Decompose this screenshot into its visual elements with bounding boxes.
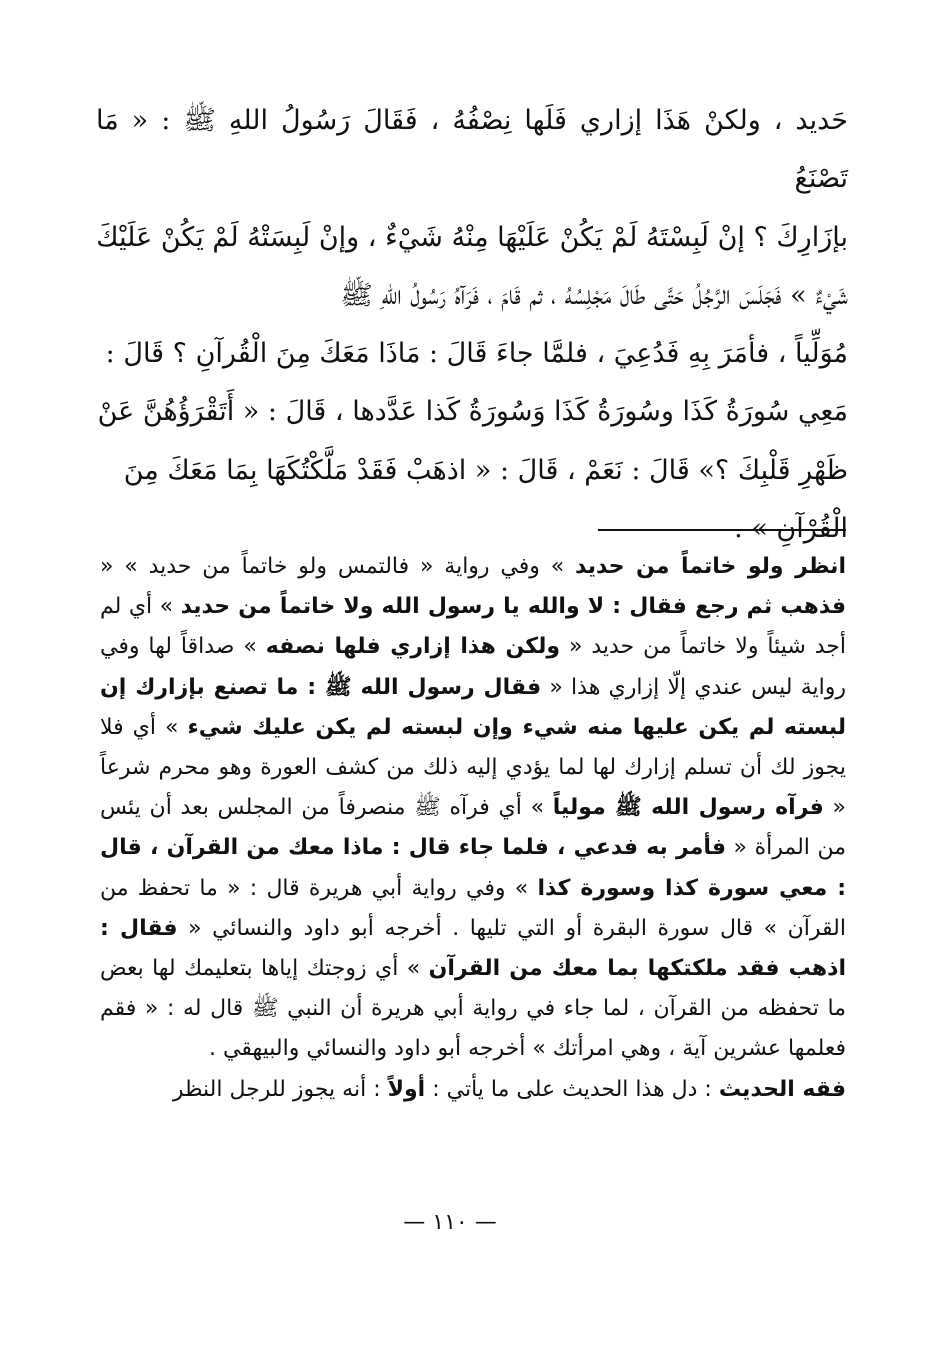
commentary-bold-run: انظر ولو خاتماً من حديد <box>575 554 846 579</box>
commentary-run: : دل هذا الحديث على ما يأتي : <box>425 1076 719 1102</box>
commentary-bold-run: فأمر به فدعي ، فلما جاء قال : ماذا معك من القرآن ، قال : معي سورة كذا وسورة كذا <box>100 835 847 901</box>
page-number: — ١١٠ — <box>403 1210 497 1235</box>
hadith-line: الْقُرْآنِ » . <box>734 513 848 545</box>
fiqh-first-point: أولاً <box>387 1076 426 1102</box>
commentary-paragraph <box>100 547 846 1070</box>
commentary-bold-run: ولكن هذا إزاري فلها نصفه <box>265 634 561 660</box>
hadith-line: مَعِي سُورَةُ كَذَا وسُورَةُ كَذَا وَسُورَةُ كَذا عَدَّدها ، قَالَ : « أَتَقْرَؤُهُنَّ عَنْ <box>97 396 848 428</box>
hadith-line: شَيْءٌ » فَجَلَسَ الرَّجُلُ حَتَّى طَالَ مَجْلِسُهُ ، ثم قَامَ ، فَرَآهُ رَسُولُ اللهِ ﷺ <box>340 279 848 311</box>
commentary-bold-run: فقال رسول الله ﷺ : ما تصنع بإزارك إن لبسته لم يكن عليها منه شيء وإن لبسته لم يكن عليك شيء <box>100 674 846 740</box>
commentary-run: : أنه يجوز للرجل النظر <box>172 1076 388 1102</box>
commentary-run: » وفي رواية أبي هريرة قال : « ما تحفظ من القرآن » قال سورة البقرة أو التي تليها . أخرجه أبو داود والنسائي « <box>100 875 847 941</box>
hadith-line: ظَهْرِ قَلْبِكَ ؟» قَالَ : نَعَمْ ، قَالَ : « اذهَبْ فَقَدْ مَلَّكْتُكَهَا بِمَا مَعَكَ مِنَ <box>123 454 848 486</box>
commentary-run: » أي فرآه ﷺ منصرفاً من المجلس بعد أن يئس من المرأة « <box>100 795 846 861</box>
commentary-run: » وفي رواية « فالتمس ولو خاتماً من حديد » « <box>100 554 575 579</box>
hadith-line: بإزَارِكَ ؟ إنْ لَبِسْتَهُ لَمْ يَكُنْ عَلَيْهَا مِنْهُ شَيْءٌ ، وإنْ لَبِسَتْهُ لَمْ يَكُنْ عَلَيْكَ <box>96 221 848 253</box>
commentary-bold-run: فذهب ثم رجع فقال : لا والله يا رسول الله ولا خاتماً من حديد <box>180 594 846 620</box>
commentary-run: » صداقاً لها وفي رواية ليس عندي إلّا إزاري هذا « <box>100 634 846 700</box>
commentary-text <box>100 547 846 1110</box>
hadith-text <box>96 92 848 558</box>
commentary-bold-run: فرآه رسول الله ﷺ مولياً <box>552 795 824 821</box>
hadith-line: مُوَلِّياً ، فأمَرَ بِهِ فَدُعِيَ ، فلمَّا جاءَ قَالَ : مَاذَا مَعَكَ مِنَ الْقُرآنِ ؟ قَالَ : <box>105 338 848 370</box>
footnote-divider <box>598 529 846 531</box>
fiqh-heading: فقه الحديث <box>718 1076 846 1102</box>
commentary-run: » أي لم أجد شيئاً ولا خاتماً من حديد « <box>100 594 846 660</box>
hadith-line: حَديد ، ولكنْ هَذَا إزاري فَلَها نِصْفُهُ ، فَقَالَ رَسُولُ اللهِ ﷺ : « مَا تَصْنَعُ <box>96 105 848 195</box>
fiqh-paragraph <box>100 1070 846 1110</box>
commentary-run: » أي فلا يجوز لك أن تسلم إزارك لها لما يؤدي إليه ذلك من كشف العورة وهو محرم شرعاً « <box>100 714 847 821</box>
commentary-run: » أي زوجتك إياها بتعليمك لها بعض ما تحفظه من القرآن ، لما جاء في رواية أبي هريرة أن النبي ﷺ قال له : « فقم فعلمها عشرين آية ، وهي امرأتك » أخرجه أبو داود والنسائي والبيهقي . <box>100 956 846 1062</box>
commentary-bold-run: فقال : اذهب فقد ملكتكها بما معك من القرآن <box>100 915 846 982</box>
